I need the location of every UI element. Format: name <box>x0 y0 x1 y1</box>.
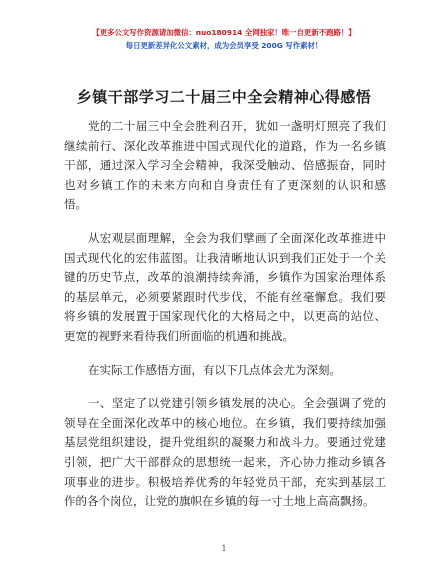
paragraph-line: 基层党组织建设，提升党组织的凝聚力和战斗力。要通过党建 <box>64 435 386 450</box>
paragraph-line: 一、坚定了以党建引领乡镇发展的决心。全会强调了党的 <box>88 396 386 411</box>
paragraph-line: 的基层单元，必须要紧跟时代步伐，不能有丝毫懈怠。我们要 <box>64 289 386 304</box>
promo-banner-line-1: 【更多公文写作资源请加微信：nuo180914 全网独家！唯一自更新不跑路！】 <box>92 28 356 37</box>
paragraph-line: 在实际工作感悟方面，有以下几点体会尤为深刻。 <box>88 362 341 377</box>
paragraph <box>64 394 386 512</box>
paragraph-line: 悟。 <box>64 197 87 212</box>
promo-banner <box>0 28 448 51</box>
paragraph <box>64 229 386 347</box>
paragraph-line: 国式现代化的宏伟蓝图。让我清晰地认识到我们正处于一个关 <box>64 250 386 265</box>
paragraph-line: 将乡镇的发展置于国家现代化的大格局之中，以更高的站位、 <box>64 309 386 324</box>
paragraph-line: 干部，通过深入学习全会精神，我深受触动、倍感振奋，同时 <box>64 158 386 173</box>
paragraph-line: 党的二十届三中全会胜利召开，犹如一盏明灯照亮了我们 <box>88 119 386 133</box>
paragraph-line: 也对乡镇工作的未来方向和自身责任有了更深刻的认识和感 <box>64 177 386 192</box>
paragraph-line: 引领，把广大干部群众的思想统一起来，齐心协力推动乡镇各 <box>64 454 386 469</box>
paragraph-line: 项事业的进步。积极培养优秀的年轻党员干部，充实到基层工 <box>64 474 386 489</box>
page-number: 1 <box>221 544 227 553</box>
paragraph-line: 键的历史节点，改革的浪潮持续奔涌，乡镇作为国家治理体系 <box>64 270 386 285</box>
promo-banner-line-2: 每日更新差异化公文素材，成为会员享受 200G 写作素材！ <box>125 41 323 50</box>
paragraph <box>64 117 386 215</box>
document-body <box>64 117 386 512</box>
document-title: 乡镇干部学习二十届三中全会精神心得感悟 <box>76 88 372 106</box>
paragraph-line: 更宽的视野来看待我们所面临的机遇和挑战。 <box>64 328 294 343</box>
paragraph-line: 领导在全面深化改革中的核心地位。在乡镇，我们要持续加强 <box>64 415 386 430</box>
paragraph-line: 作的各个岗位，让党的旗帜在乡镇的每一寸土地上高高飘扬。 <box>64 494 375 509</box>
paragraph-line: 从宏观层面理解，全会为我们擘画了全面深化改革推进中 <box>88 230 386 245</box>
paragraph <box>64 361 386 381</box>
paragraph-line: 继续前行、深化改革推进中国式现代化的道路，作为一名乡镇 <box>64 138 386 153</box>
